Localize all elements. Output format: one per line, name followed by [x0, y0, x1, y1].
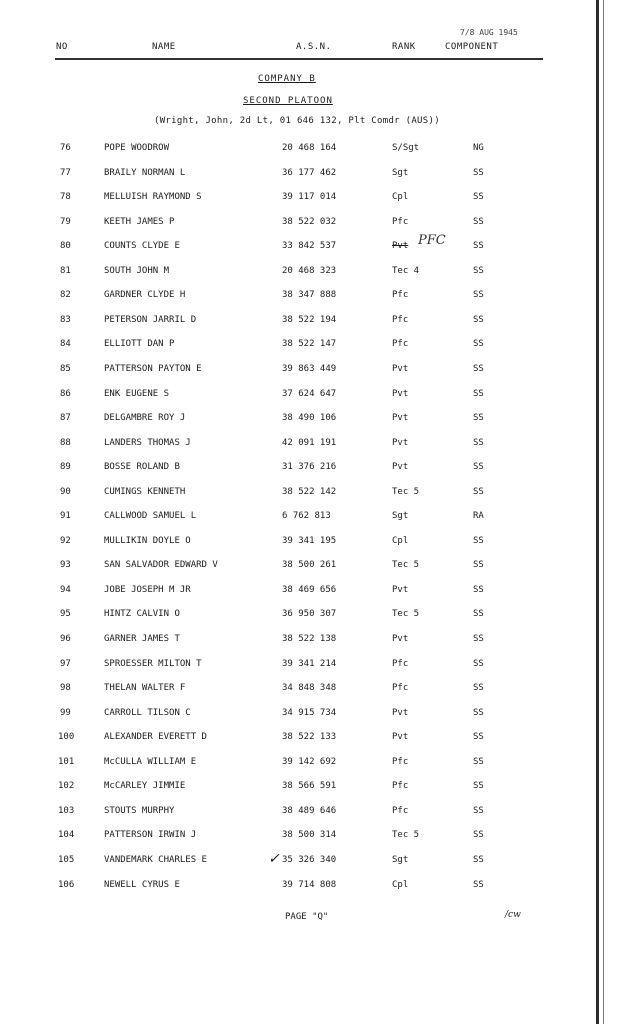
row-asn: 38 489 646	[282, 805, 337, 816]
row-number: 100	[58, 732, 75, 743]
row-name: MELLUISH RAYMOND S	[104, 192, 202, 203]
row-component: SS	[473, 609, 484, 620]
row-name: CALLWOOD SAMUEL L	[104, 511, 197, 522]
row-component: SS	[473, 192, 484, 203]
row-asn: 34 848 348	[282, 683, 337, 694]
row-asn: 38 490 106	[282, 413, 337, 424]
row-rank: Pvt	[392, 634, 409, 644]
row-name: BOSSE ROLAND B	[104, 462, 180, 473]
table-row	[0, 830, 560, 850]
row-component: SS	[473, 290, 484, 301]
row-component: SS	[473, 732, 484, 743]
row-number: 77	[60, 167, 71, 178]
row-component: SS	[473, 879, 484, 890]
row-component: SS	[473, 830, 484, 841]
row-number: 80	[60, 241, 71, 252]
row-name: GARDNER CLYDE H	[104, 290, 186, 301]
row-component: SS	[473, 388, 484, 399]
row-rank: Tec 5	[392, 830, 420, 841]
row-rank: Cpl	[392, 192, 409, 203]
row-name: DELGAMBRE ROY J	[104, 413, 186, 424]
table-row	[0, 511, 560, 531]
row-component: SS	[473, 167, 484, 178]
row-name: McCARLEY JIMMIE	[104, 781, 186, 792]
table-row	[0, 192, 560, 212]
header-component: COMPONENT	[445, 42, 499, 52]
row-number: 102	[58, 781, 75, 792]
row-asn: 35 326 340	[282, 854, 337, 865]
row-asn: 38 500 314	[282, 830, 337, 841]
table-row	[0, 462, 560, 482]
row-component: SS	[473, 535, 484, 546]
row-component: SS	[473, 265, 484, 276]
row-component: SS	[473, 854, 484, 865]
table-row	[0, 609, 560, 629]
table-row	[0, 315, 560, 335]
row-rank: Tec 5	[392, 609, 420, 620]
table-row	[0, 560, 560, 580]
row-component: SS	[473, 658, 484, 669]
row-asn: 39 341 214	[282, 658, 337, 669]
row-asn: 38 522 194	[282, 314, 337, 325]
row-asn: 36 950 307	[282, 609, 337, 620]
row-asn: 31 376 216	[282, 462, 337, 473]
row-number: 81	[60, 265, 71, 276]
row-number: 76	[60, 143, 71, 153]
row-name: POPE WOODROW	[104, 143, 170, 153]
row-rank: Pfc	[392, 339, 409, 350]
table-row	[0, 168, 560, 188]
row-name: SOUTH JOHN M	[104, 265, 170, 276]
row-asn: 20 468 323	[282, 265, 337, 276]
table-row	[0, 364, 560, 384]
table-row	[0, 806, 560, 826]
row-number: 104	[58, 830, 75, 841]
row-name: PETERSON JARRIL D	[104, 314, 197, 325]
row-asn: 38 469 656	[282, 584, 337, 595]
row-rank: Pvt	[392, 413, 409, 424]
row-rank: Sgt	[392, 511, 409, 522]
row-name: McCULLA WILLIAM E	[104, 756, 197, 767]
row-rank: Pvt	[392, 437, 409, 448]
platoon-title: SECOND PLATOON	[243, 96, 333, 106]
row-rank: S/Sgt	[392, 143, 420, 153]
table-row	[0, 143, 560, 163]
row-name: ALEXANDER EVERETT D	[104, 732, 207, 743]
page-footer: PAGE "Q"	[285, 912, 329, 922]
table-row	[0, 880, 560, 900]
row-asn: 38 522 032	[282, 216, 337, 227]
row-name: VANDEMARK CHARLES E	[104, 854, 207, 865]
row-name: PATTERSON IRWIN J	[104, 830, 197, 841]
table-row	[0, 634, 560, 654]
row-rank: Pfc	[392, 781, 409, 792]
row-rank: Pvt	[392, 584, 409, 595]
row-component: SS	[473, 756, 484, 767]
row-component: SS	[473, 413, 484, 424]
row-component: NG	[473, 143, 484, 153]
row-component: SS	[473, 584, 484, 595]
row-component: SS	[473, 314, 484, 325]
row-number: 78	[60, 192, 71, 203]
row-asn: 37 624 647	[282, 388, 337, 399]
row-asn: 39 863 449	[282, 363, 337, 374]
row-asn: 39 341 195	[282, 535, 337, 546]
row-asn: 38 522 133	[282, 732, 337, 743]
row-name: THELAN WALTER F	[104, 683, 186, 694]
row-rank: Tec 4	[392, 265, 420, 276]
row-name: GARNER JAMES T	[104, 634, 180, 644]
row-number: 103	[58, 805, 75, 816]
row-component: SS	[473, 486, 484, 497]
row-name: STOUTS MURPHY	[104, 805, 175, 816]
row-asn: 20 468 164	[282, 143, 337, 153]
row-rank: Pfc	[392, 756, 409, 767]
row-number: 90	[60, 486, 71, 497]
row-rank: Cpl	[392, 535, 409, 546]
row-name: MULLIKIN DOYLE O	[104, 535, 191, 546]
header-date: 7/8 AUG 1945	[460, 28, 518, 37]
row-rank: Pvt	[392, 388, 409, 399]
table-row	[0, 413, 560, 433]
row-name: PATTERSON PAYTON E	[104, 363, 202, 374]
row-number: 99	[60, 707, 71, 718]
row-name: LANDERS THOMAS J	[104, 437, 191, 448]
row-asn: 6 762 813	[282, 511, 331, 522]
row-rank: Pfc	[392, 683, 409, 694]
row-number: 86	[60, 388, 71, 399]
row-asn: 39 117 014	[282, 192, 337, 203]
row-component: SS	[473, 437, 484, 448]
row-component: SS	[473, 363, 484, 374]
row-component: SS	[473, 216, 484, 227]
row-name: BRAILY NORMAN L	[104, 167, 186, 178]
header-name: NAME	[152, 42, 176, 52]
row-component: SS	[473, 781, 484, 792]
row-name: JOBE JOSEPH M JR	[104, 584, 191, 595]
row-number: 101	[58, 756, 75, 767]
row-number: 94	[60, 584, 71, 595]
row-number: 85	[60, 363, 71, 374]
row-number: 97	[60, 658, 71, 669]
table-row	[0, 290, 560, 310]
row-number: 84	[60, 339, 71, 350]
row-asn: 38 522 147	[282, 339, 337, 350]
row-component: RA	[473, 511, 484, 522]
row-number: 89	[60, 462, 71, 473]
row-component: SS	[473, 462, 484, 473]
table-row	[0, 536, 560, 556]
row-asn: 38 500 261	[282, 560, 337, 571]
table-row	[0, 781, 560, 801]
table-row	[0, 683, 560, 703]
row-component: SS	[473, 805, 484, 816]
row-number: 83	[60, 314, 71, 325]
table-row	[0, 389, 560, 409]
table-row	[0, 487, 560, 507]
row-asn: 38 522 138	[282, 634, 337, 644]
commander-line: (Wright, John, 2d Lt, 01 646 132, Plt Comdr (AUS))	[154, 116, 440, 126]
row-number: 93	[60, 560, 71, 571]
row-rank: Cpl	[392, 879, 409, 890]
row-rank: Sgt	[392, 854, 409, 865]
row-name: CUMINGS KENNETH	[104, 486, 186, 497]
row-asn: 36 177 462	[282, 167, 337, 178]
row-number: 79	[60, 216, 71, 227]
table-row	[0, 217, 560, 237]
table-row	[0, 438, 560, 458]
row-asn: 39 714 808	[282, 879, 337, 890]
row-number: 88	[60, 437, 71, 448]
row-number: 82	[60, 290, 71, 301]
page-edge-line	[603, 0, 604, 1024]
row-asn: 39 142 692	[282, 756, 337, 767]
row-asn: 38 566 591	[282, 781, 337, 792]
row-name: COUNTS CLYDE E	[104, 241, 180, 252]
row-asn: 38 522 142	[282, 486, 337, 497]
row-name: SAN SALVADOR EDWARD V	[104, 560, 218, 571]
row-rank: Pfc	[392, 658, 409, 669]
initials-mark: /cw	[505, 910, 521, 920]
row-name: ENK EUGENE S	[104, 388, 170, 399]
row-rank: Pvt	[392, 363, 409, 374]
row-component: SS	[473, 683, 484, 694]
row-number: 91	[60, 511, 71, 522]
header-rank: RANK	[392, 42, 416, 52]
row-number: 87	[60, 413, 71, 424]
table-row	[0, 266, 560, 286]
row-rank: Pfc	[392, 290, 409, 301]
table-row	[0, 585, 560, 605]
table-row	[0, 708, 560, 728]
table-row	[0, 241, 560, 261]
header-no: NO	[56, 42, 68, 52]
row-rank: Pfc	[392, 805, 409, 816]
row-rank: Pfc	[392, 216, 409, 227]
row-number: 105	[58, 854, 75, 865]
row-rank: Tec 5	[392, 560, 420, 571]
row-name: SPROESSER MILTON T	[104, 658, 202, 669]
row-rank: Sgt	[392, 167, 409, 178]
header-rule	[55, 58, 543, 60]
row-rank: Pvt	[392, 462, 409, 473]
row-rank: Tec 5	[392, 486, 420, 497]
checkmark: ✓	[268, 851, 280, 867]
table-row	[0, 757, 560, 777]
row-number: 95	[60, 609, 71, 620]
table-row	[0, 855, 560, 875]
row-number: 96	[60, 634, 71, 644]
row-rank: Pvt	[392, 732, 409, 743]
table-row	[0, 659, 560, 679]
row-number: 92	[60, 535, 71, 546]
row-component: SS	[473, 707, 484, 718]
row-number: 106	[58, 879, 75, 890]
row-name: KEETH JAMES P	[104, 216, 175, 227]
row-rank: Pvt	[392, 707, 409, 718]
row-component: SS	[473, 634, 484, 644]
row-component: SS	[473, 339, 484, 350]
page-edge-shadow	[596, 0, 599, 1024]
row-rank: Pvt	[392, 241, 409, 252]
handwritten-rank-correction: PFC	[418, 233, 446, 248]
company-title: COMPANY B	[258, 74, 316, 84]
row-name: NEWELL CYRUS E	[104, 879, 180, 890]
header-asn: A.S.N.	[296, 42, 332, 52]
table-row	[0, 339, 560, 359]
row-asn: 38 347 888	[282, 290, 337, 301]
row-asn: 34 915 734	[282, 707, 337, 718]
row-name: CARROLL TILSON C	[104, 707, 191, 718]
table-row	[0, 732, 560, 752]
row-asn: 33 842 537	[282, 241, 337, 252]
row-asn: 42 091 191	[282, 437, 337, 448]
row-component: SS	[473, 241, 484, 252]
row-number: 98	[60, 683, 71, 694]
row-name: HINTZ CALVIN O	[104, 609, 180, 620]
row-rank: Pfc	[392, 314, 409, 325]
row-name: ELLIOTT DAN P	[104, 339, 175, 350]
row-component: SS	[473, 560, 484, 571]
